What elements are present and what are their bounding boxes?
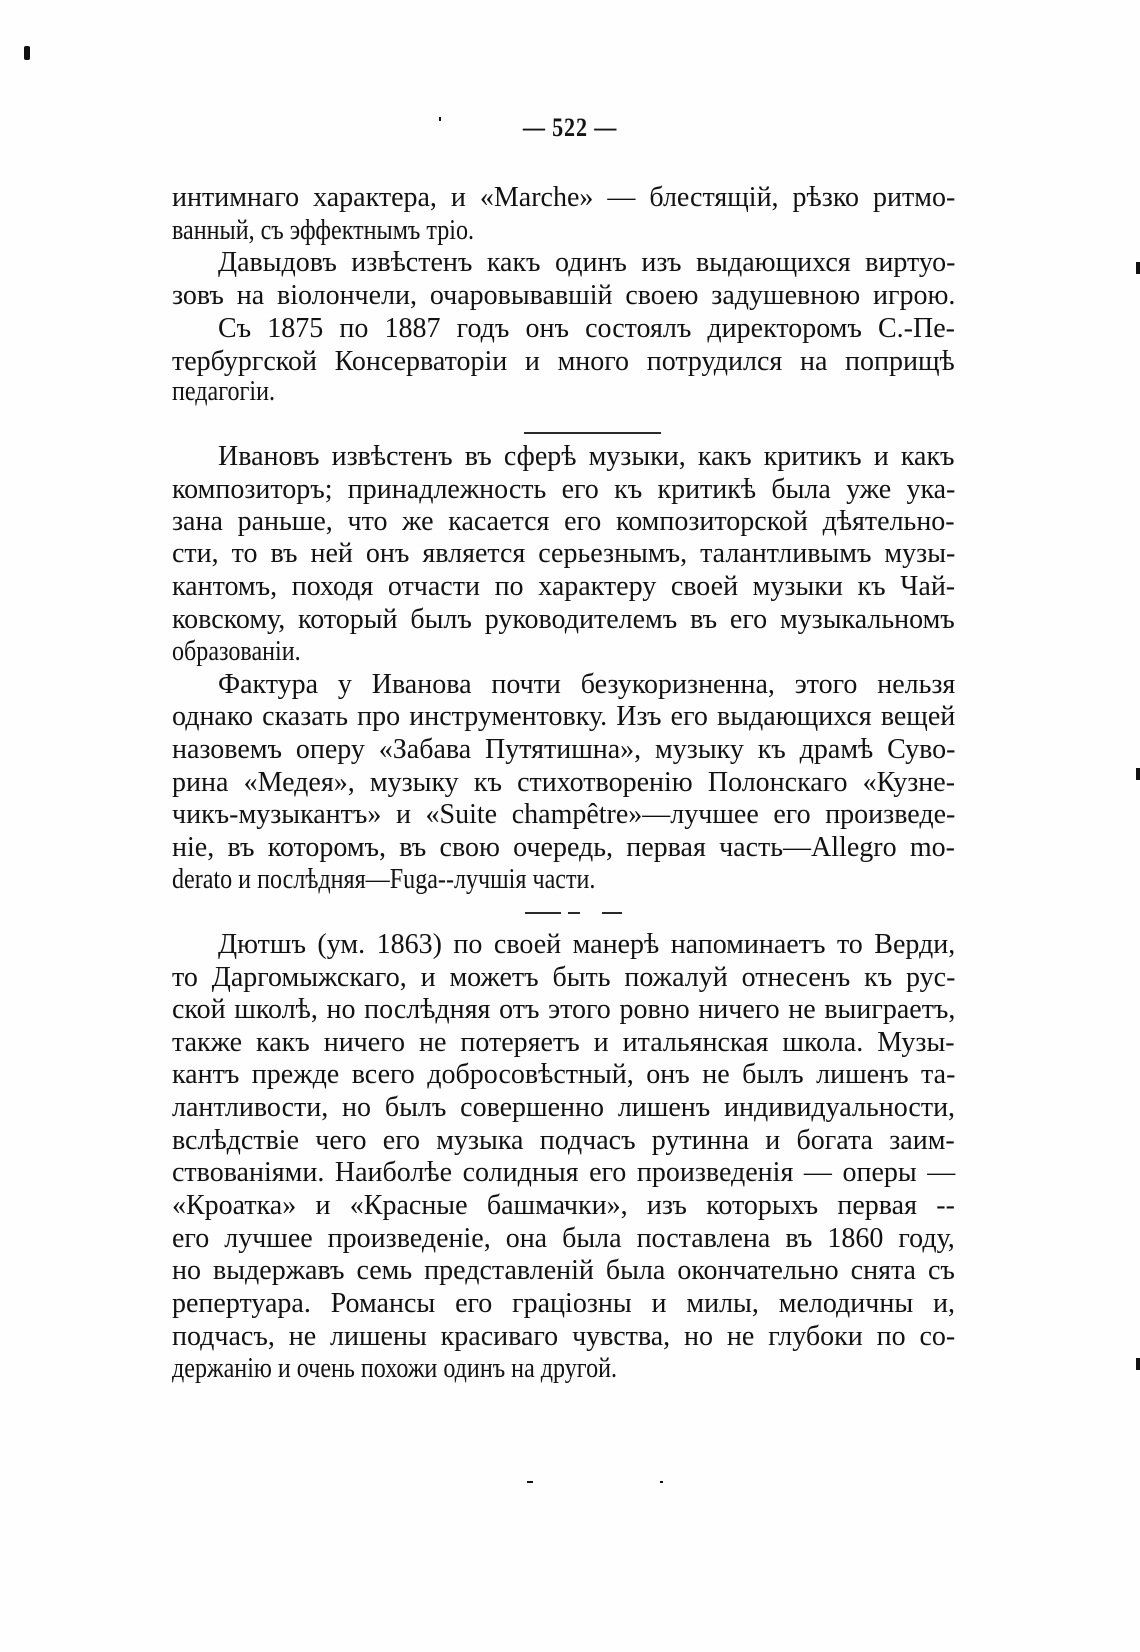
text-line: сти, то въ ней онъ является серьезнымъ, талантливымъ музы- bbox=[172, 538, 956, 569]
text-line: Давыдовъ извѣстенъ какъ одинъ изъ выдающихся виртуо- bbox=[218, 247, 956, 278]
text-line: то Даргомыжскаго, и можетъ быть пожалуй отнесенъ къ рус- bbox=[172, 962, 956, 993]
text-line: назовемъ оперу «Забава Путятишна», музыку къ драмѣ Суво- bbox=[172, 734, 956, 765]
text-line: педагогіи. bbox=[172, 376, 275, 407]
text-line: тербургской Консерваторіи и много потрудился на поприщѣ bbox=[172, 346, 955, 377]
text-line: интимнаго характера, и «Marche» — блестящій, рѣзко ритмо- bbox=[172, 182, 956, 213]
text-line: рина «Медея», музыку къ стихотворенію Полонскаго «Кузне- bbox=[172, 767, 956, 798]
text-line: зовъ на віолончели, очаровывавшій своею задушевною игрою. bbox=[172, 280, 956, 311]
text-line: держанію и очень похожи одинъ на другой. bbox=[172, 1353, 618, 1384]
scan-artifact-mark bbox=[24, 46, 30, 60]
section-divider bbox=[525, 912, 561, 914]
text-line: Ивановъ извѣстенъ въ сферѣ музыки, какъ критикъ и какъ bbox=[218, 441, 955, 472]
text-line: Съ 1875 по 1887 годъ онъ состоялъ директоромъ С.-Пе- bbox=[218, 313, 955, 344]
text-line: композиторъ; принадлежность его къ критикѣ была уже ука- bbox=[172, 474, 956, 505]
text-line: но выдержавъ семь представленій была окончательно снята съ bbox=[172, 1255, 955, 1286]
scan-artifact-mark bbox=[1136, 262, 1140, 274]
scan-artifact-mark bbox=[1136, 1358, 1140, 1370]
section-divider bbox=[602, 912, 622, 914]
section-divider bbox=[568, 912, 580, 914]
page-number: — 522 — bbox=[522, 113, 618, 142]
text-line: репертуара. Романсы его граціозны и милы, мелодичны и, bbox=[172, 1288, 955, 1319]
text-line: вслѣдствіе чего его музыка подчасъ рутинна и богата заим- bbox=[172, 1125, 955, 1156]
text-line: ской школѣ, но послѣдняя отъ этого ровно ничего не выиграетъ, bbox=[172, 994, 956, 1025]
text-line: кантомъ, походя отчасти по характеру своей музыки къ Чай- bbox=[172, 571, 956, 602]
text-line: образованіи. bbox=[172, 636, 301, 667]
text-line: ковскому, который былъ руководителемъ въ его музыкальномъ bbox=[172, 604, 955, 635]
text-line: ніе, въ которомъ, въ свою очередь, первая часть—Allegro mo- bbox=[172, 832, 955, 863]
text-line: ствованіями. Наиболѣе солидныя его произведенія — оперы — bbox=[172, 1157, 956, 1188]
text-line: зана раньше, что же касается его композиторской дѣятельно- bbox=[172, 506, 955, 537]
scan-artifact-mark bbox=[527, 1481, 533, 1483]
text-line: также какъ ничего не потеряетъ и итальянская школа. Музы- bbox=[172, 1027, 955, 1058]
scan-artifact-mark bbox=[1136, 768, 1140, 780]
text-line: чикъ-музыкантъ» и «Suite champêtre»—лучшее его произведе- bbox=[172, 799, 956, 830]
text-line: однако сказать про инструментовку. Изъ его выдающихся вещей bbox=[172, 701, 956, 732]
text-line: Дютшъ (ум. 1863) по своей манерѣ напоминаетъ то Верди, bbox=[218, 929, 956, 960]
text-line: Фактура у Иванова почти безукоризненна, этого нельзя bbox=[218, 669, 956, 700]
text-line: кантъ прежде всего добросовѣстный, онъ не былъ лишенъ та- bbox=[172, 1059, 956, 1090]
text-line: derato и послѣдняя—Fuga--лучшія части. bbox=[172, 864, 596, 895]
text-line: его лучшее произведеніе, она была поставлена въ 1860 году, bbox=[172, 1223, 955, 1254]
text-line: лантливости, но былъ совершенно лишенъ индивидуальности, bbox=[172, 1092, 956, 1123]
scan-artifact-mark bbox=[660, 1481, 663, 1483]
text-line: «Кроатка» и «Красные башмачки», изъ которыхъ первая -- bbox=[172, 1190, 955, 1221]
text-line: подчасъ, не лишены красиваго чувства, но не глубоки по со- bbox=[172, 1321, 956, 1352]
section-divider bbox=[524, 432, 661, 434]
text-line: ванный, съ эффектнымъ тріо. bbox=[172, 215, 475, 246]
